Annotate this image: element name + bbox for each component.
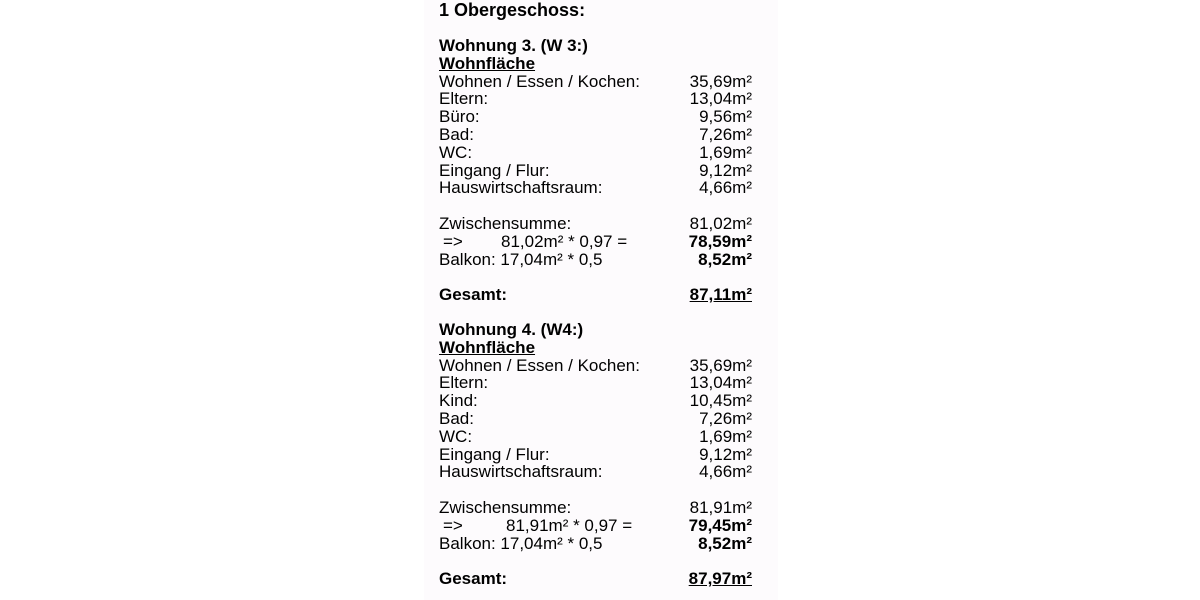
room-row	[439, 410, 752, 428]
room-area: 9,12m²	[699, 444, 752, 464]
room-area: 35,69m²	[689, 71, 752, 91]
room-label: Kind:	[439, 391, 478, 411]
total-row	[439, 286, 752, 304]
room-label: Wohnen / Essen / Kochen:	[439, 355, 640, 375]
subtotal-label: Zwischensumme:	[439, 213, 572, 233]
room-area: 9,56m²	[699, 107, 752, 127]
room-row	[439, 446, 752, 464]
factor-formula: 81,02m² * 0,97 =	[501, 231, 628, 251]
spacer	[439, 481, 752, 499]
total-value: 87,97m²	[688, 569, 752, 589]
spacer	[439, 268, 752, 286]
factor-row	[439, 233, 752, 251]
room-row	[439, 90, 752, 108]
spacer	[439, 197, 752, 215]
living-area-heading	[439, 339, 752, 357]
room-area: 13,04m²	[689, 89, 752, 109]
apartment-block-w3	[439, 37, 752, 304]
room-row	[439, 179, 752, 197]
room-row	[439, 162, 752, 180]
total-label: Gesamt:	[439, 285, 508, 305]
living-area-heading-text: Wohnfläche	[439, 337, 536, 357]
apartment-title	[439, 321, 752, 339]
balcony-label: Balkon: 17,04m² * 0,5	[439, 533, 603, 553]
apartment-title-text: Wohnung 3. (W 3:)	[439, 36, 588, 55]
room-area: 10,45m²	[689, 391, 752, 411]
room-area: 7,26m²	[699, 408, 752, 428]
room-area: 9,12m²	[699, 160, 752, 180]
arrow-symbol: =>	[443, 515, 463, 535]
room-label: Eltern:	[439, 373, 489, 393]
apartment-title	[439, 37, 752, 55]
room-label: Bad:	[439, 408, 474, 428]
room-row	[439, 357, 752, 375]
room-area: 4,66m²	[699, 462, 752, 482]
balcony-row	[439, 251, 752, 269]
balcony-label: Balkon: 17,04m² * 0,5	[439, 249, 603, 269]
room-area: 4,66m²	[699, 178, 752, 198]
room-area: 1,69m²	[699, 426, 752, 446]
room-row	[439, 392, 752, 410]
balcony-value: 8,52m²	[698, 249, 752, 269]
room-label: Eltern:	[439, 89, 489, 109]
factor-result: 78,59m²	[688, 231, 752, 251]
floor-heading: 1 Obergeschoss:	[439, 0, 586, 20]
living-area-heading	[439, 55, 752, 73]
total-row	[439, 570, 752, 588]
room-label: WC:	[439, 142, 473, 162]
subtotal-value: 81,02m²	[689, 213, 752, 233]
room-label: Bad:	[439, 124, 474, 144]
subtotal-row	[439, 499, 752, 517]
room-area: 35,69m²	[689, 355, 752, 375]
subtotal-value: 81,91m²	[689, 497, 752, 517]
room-label: Wohnen / Essen / Kochen:	[439, 71, 640, 91]
room-label: Büro:	[439, 107, 480, 127]
subtotal-label: Zwischensumme:	[439, 497, 572, 517]
room-row	[439, 463, 752, 481]
room-area: 7,26m²	[699, 124, 752, 144]
total-value: 87,11m²	[689, 285, 752, 305]
spacer	[439, 552, 752, 570]
room-label: Hauswirtschaftsraum:	[439, 462, 603, 482]
factor-result: 79,45m²	[688, 515, 752, 535]
room-row	[439, 144, 752, 162]
room-row	[439, 126, 752, 144]
room-label: Eingang / Flur:	[439, 444, 550, 464]
balcony-value: 8,52m²	[698, 533, 752, 553]
room-label: Eingang / Flur:	[439, 160, 550, 180]
apartment-title-text: Wohnung 4. (W4:)	[439, 320, 584, 339]
room-area: 1,69m²	[699, 142, 752, 162]
apartment-block-w4	[439, 321, 752, 588]
total-label: Gesamt:	[439, 569, 508, 589]
room-area: 13,04m²	[689, 373, 752, 393]
room-row	[439, 428, 752, 446]
living-area-heading-text: Wohnfläche	[439, 53, 536, 73]
factor-row	[439, 517, 752, 535]
room-label: Hauswirtschaftsraum:	[439, 178, 603, 198]
room-label: WC:	[439, 426, 473, 446]
subtotal-row	[439, 215, 752, 233]
room-row	[439, 374, 752, 392]
factor-formula: 81,91m² * 0,97 =	[506, 515, 633, 535]
arrow-symbol: =>	[443, 231, 463, 251]
room-row	[439, 73, 752, 91]
room-row	[439, 108, 752, 126]
balcony-row	[439, 535, 752, 553]
